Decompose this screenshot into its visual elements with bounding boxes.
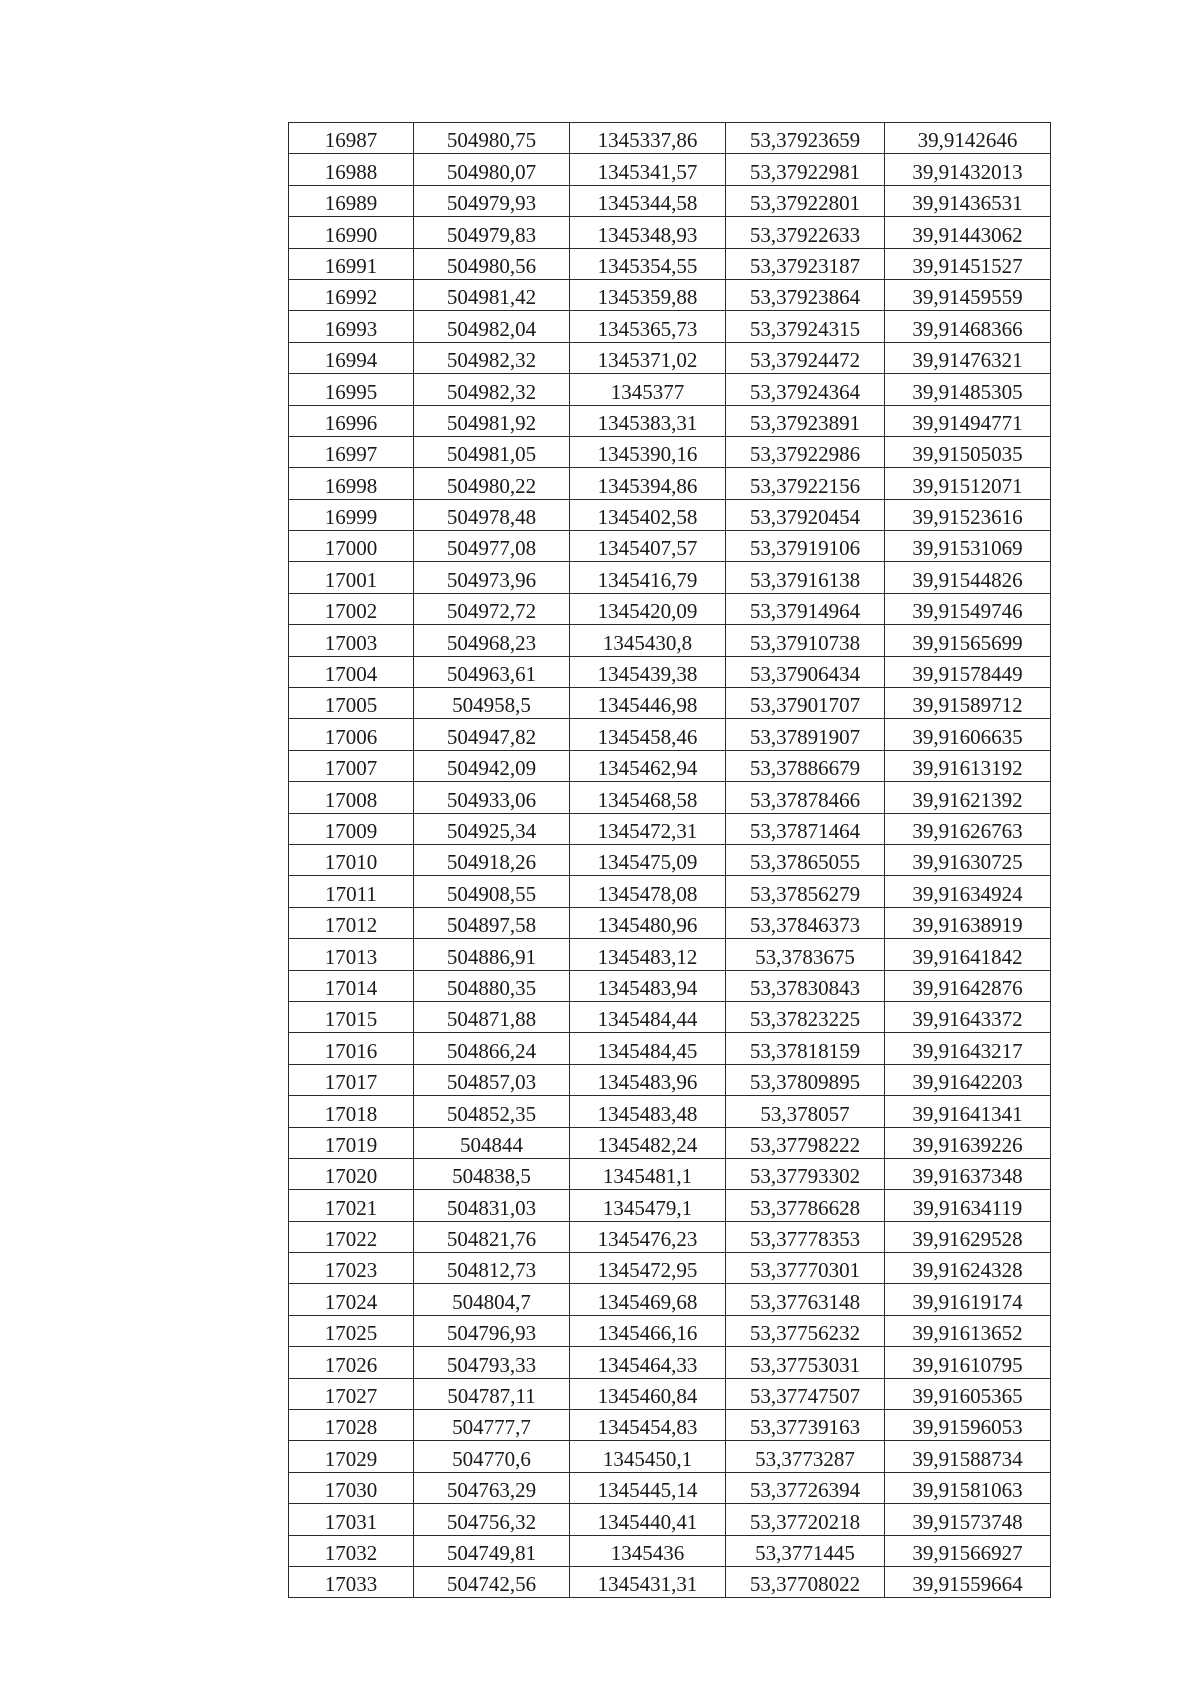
x-coordinate-cell: 504852,35 (414, 1096, 570, 1127)
point-number-cell: 17021 (289, 1190, 414, 1221)
x-coordinate-cell: 504982,32 (414, 374, 570, 405)
x-coordinate-cell: 504763,29 (414, 1472, 570, 1503)
point-number-cell: 17031 (289, 1504, 414, 1535)
point-number-cell: 16993 (289, 311, 414, 342)
y-coordinate-cell: 1345462,94 (570, 750, 726, 781)
point-number-cell: 17033 (289, 1566, 414, 1597)
y-coordinate-cell: 1345416,79 (570, 562, 726, 593)
point-number-cell: 16995 (289, 374, 414, 405)
x-coordinate-cell: 504982,04 (414, 311, 570, 342)
longitude-cell: 39,91639226 (885, 1127, 1051, 1158)
longitude-cell: 39,91641842 (885, 939, 1051, 970)
y-coordinate-cell: 1345420,09 (570, 593, 726, 624)
latitude-cell: 53,37830843 (726, 970, 885, 1001)
longitude-cell: 39,9142646 (885, 123, 1051, 154)
latitude-cell: 53,37906434 (726, 656, 885, 687)
point-number-cell: 17000 (289, 531, 414, 562)
y-coordinate-cell: 1345483,96 (570, 1064, 726, 1095)
y-coordinate-cell: 1345344,58 (570, 185, 726, 216)
table-row (289, 1001, 1051, 1032)
latitude-cell: 53,37720218 (726, 1504, 885, 1535)
x-coordinate-cell: 504947,82 (414, 719, 570, 750)
x-coordinate-cell: 504925,34 (414, 813, 570, 844)
longitude-cell: 39,91581063 (885, 1472, 1051, 1503)
point-number-cell: 17006 (289, 719, 414, 750)
x-coordinate-cell: 504742,56 (414, 1566, 570, 1597)
y-coordinate-cell: 1345481,1 (570, 1158, 726, 1189)
point-number-cell: 17017 (289, 1064, 414, 1095)
table-row (289, 688, 1051, 719)
y-coordinate-cell: 1345484,45 (570, 1033, 726, 1064)
x-coordinate-cell: 504980,75 (414, 123, 570, 154)
longitude-cell: 39,91566927 (885, 1535, 1051, 1566)
y-coordinate-cell: 1345436 (570, 1535, 726, 1566)
latitude-cell: 53,37865055 (726, 844, 885, 875)
point-number-cell: 17030 (289, 1472, 414, 1503)
latitude-cell: 53,37886679 (726, 750, 885, 781)
point-number-cell: 17029 (289, 1441, 414, 1472)
longitude-cell: 39,91578449 (885, 656, 1051, 687)
table-row (289, 844, 1051, 875)
x-coordinate-cell: 504908,55 (414, 876, 570, 907)
point-number-cell: 17032 (289, 1535, 414, 1566)
y-coordinate-cell: 1345337,86 (570, 123, 726, 154)
latitude-cell: 53,37923891 (726, 405, 885, 436)
y-coordinate-cell: 1345371,02 (570, 342, 726, 373)
table-row (289, 1410, 1051, 1441)
longitude-cell: 39,91436531 (885, 185, 1051, 216)
latitude-cell: 53,37823225 (726, 1001, 885, 1032)
longitude-cell: 39,91619174 (885, 1284, 1051, 1315)
longitude-cell: 39,91634924 (885, 876, 1051, 907)
longitude-cell: 39,91596053 (885, 1410, 1051, 1441)
point-number-cell: 17025 (289, 1315, 414, 1346)
longitude-cell: 39,91624328 (885, 1253, 1051, 1284)
longitude-cell: 39,91621392 (885, 782, 1051, 813)
latitude-cell: 53,37910738 (726, 625, 885, 656)
x-coordinate-cell: 504787,11 (414, 1378, 570, 1409)
point-number-cell: 17020 (289, 1158, 414, 1189)
latitude-cell: 53,37846373 (726, 907, 885, 938)
table-row (289, 876, 1051, 907)
longitude-cell: 39,91476321 (885, 342, 1051, 373)
x-coordinate-cell: 504793,33 (414, 1347, 570, 1378)
longitude-cell: 39,91610795 (885, 1347, 1051, 1378)
longitude-cell: 39,91485305 (885, 374, 1051, 405)
table-row (289, 436, 1051, 467)
latitude-cell: 53,37922981 (726, 154, 885, 185)
table-row (289, 907, 1051, 938)
latitude-cell: 53,37891907 (726, 719, 885, 750)
longitude-cell: 39,91613192 (885, 750, 1051, 781)
x-coordinate-cell: 504838,5 (414, 1158, 570, 1189)
point-number-cell: 17004 (289, 656, 414, 687)
x-coordinate-cell: 504866,24 (414, 1033, 570, 1064)
point-number-cell: 16990 (289, 217, 414, 248)
table-row (289, 1347, 1051, 1378)
x-coordinate-cell: 504979,83 (414, 217, 570, 248)
point-number-cell: 17024 (289, 1284, 414, 1315)
table-row (289, 782, 1051, 813)
longitude-cell: 39,91613652 (885, 1315, 1051, 1346)
table-row (289, 1127, 1051, 1158)
x-coordinate-cell: 504796,93 (414, 1315, 570, 1346)
table-row (289, 1315, 1051, 1346)
latitude-cell: 53,37923864 (726, 279, 885, 310)
x-coordinate-cell: 504897,58 (414, 907, 570, 938)
x-coordinate-cell: 504812,73 (414, 1253, 570, 1284)
latitude-cell: 53,37924315 (726, 311, 885, 342)
latitude-cell: 53,37922156 (726, 468, 885, 499)
longitude-cell: 39,91573748 (885, 1504, 1051, 1535)
table-row (289, 970, 1051, 1001)
y-coordinate-cell: 1345483,12 (570, 939, 726, 970)
point-number-cell: 17028 (289, 1410, 414, 1441)
longitude-cell: 39,91565699 (885, 625, 1051, 656)
point-number-cell: 17003 (289, 625, 414, 656)
x-coordinate-cell: 504977,08 (414, 531, 570, 562)
longitude-cell: 39,91605365 (885, 1378, 1051, 1409)
y-coordinate-cell: 1345383,31 (570, 405, 726, 436)
x-coordinate-cell: 504980,22 (414, 468, 570, 499)
latitude-cell: 53,37924364 (726, 374, 885, 405)
x-coordinate-cell: 504980,07 (414, 154, 570, 185)
table-row (289, 185, 1051, 216)
y-coordinate-cell: 1345476,23 (570, 1221, 726, 1252)
latitude-cell: 53,37726394 (726, 1472, 885, 1503)
longitude-cell: 39,91544826 (885, 562, 1051, 593)
y-coordinate-cell: 1345469,68 (570, 1284, 726, 1315)
latitude-cell: 53,37753031 (726, 1347, 885, 1378)
y-coordinate-cell: 1345466,16 (570, 1315, 726, 1346)
latitude-cell: 53,37878466 (726, 782, 885, 813)
longitude-cell: 39,91505035 (885, 436, 1051, 467)
y-coordinate-cell: 1345475,09 (570, 844, 726, 875)
longitude-cell: 39,91588734 (885, 1441, 1051, 1472)
latitude-cell: 53,37923659 (726, 123, 885, 154)
table-row (289, 1378, 1051, 1409)
table-row (289, 531, 1051, 562)
longitude-cell: 39,91641341 (885, 1096, 1051, 1127)
y-coordinate-cell: 1345359,88 (570, 279, 726, 310)
x-coordinate-cell: 504981,92 (414, 405, 570, 436)
table-row (289, 939, 1051, 970)
table-row (289, 1096, 1051, 1127)
x-coordinate-cell: 504958,5 (414, 688, 570, 719)
point-number-cell: 16994 (289, 342, 414, 373)
y-coordinate-cell: 1345407,57 (570, 531, 726, 562)
y-coordinate-cell: 1345472,31 (570, 813, 726, 844)
latitude-cell: 53,37770301 (726, 1253, 885, 1284)
latitude-cell: 53,3771445 (726, 1535, 885, 1566)
x-coordinate-cell: 504871,88 (414, 1001, 570, 1032)
table-row (289, 719, 1051, 750)
x-coordinate-cell: 504968,23 (414, 625, 570, 656)
point-number-cell: 17002 (289, 593, 414, 624)
longitude-cell: 39,91451527 (885, 248, 1051, 279)
table-row (289, 1566, 1051, 1597)
table-row (289, 1221, 1051, 1252)
y-coordinate-cell: 1345454,83 (570, 1410, 726, 1441)
latitude-cell: 53,3773287 (726, 1441, 885, 1472)
y-coordinate-cell: 1345341,57 (570, 154, 726, 185)
longitude-cell: 39,91638919 (885, 907, 1051, 938)
point-number-cell: 17026 (289, 1347, 414, 1378)
point-number-cell: 17013 (289, 939, 414, 970)
point-number-cell: 17018 (289, 1096, 414, 1127)
table-row (289, 154, 1051, 185)
table-row (289, 1158, 1051, 1189)
longitude-cell: 39,91432013 (885, 154, 1051, 185)
y-coordinate-cell: 1345483,94 (570, 970, 726, 1001)
point-number-cell: 17015 (289, 1001, 414, 1032)
longitude-cell: 39,91643217 (885, 1033, 1051, 1064)
longitude-cell: 39,91643372 (885, 1001, 1051, 1032)
x-coordinate-cell: 504918,26 (414, 844, 570, 875)
y-coordinate-cell: 1345377 (570, 374, 726, 405)
longitude-cell: 39,91589712 (885, 688, 1051, 719)
longitude-cell: 39,91634119 (885, 1190, 1051, 1221)
table-row (289, 342, 1051, 373)
y-coordinate-cell: 1345479,1 (570, 1190, 726, 1221)
point-number-cell: 16989 (289, 185, 414, 216)
y-coordinate-cell: 1345478,08 (570, 876, 726, 907)
table-row (289, 1064, 1051, 1095)
latitude-cell: 53,37922633 (726, 217, 885, 248)
y-coordinate-cell: 1345439,38 (570, 656, 726, 687)
table-row (289, 1253, 1051, 1284)
latitude-cell: 53,37871464 (726, 813, 885, 844)
x-coordinate-cell: 504749,81 (414, 1535, 570, 1566)
x-coordinate-cell: 504777,7 (414, 1410, 570, 1441)
latitude-cell: 53,3783675 (726, 939, 885, 970)
longitude-cell: 39,91531069 (885, 531, 1051, 562)
x-coordinate-cell: 504857,03 (414, 1064, 570, 1095)
longitude-cell: 39,91642876 (885, 970, 1051, 1001)
x-coordinate-cell: 504979,93 (414, 185, 570, 216)
table-row (289, 123, 1051, 154)
x-coordinate-cell: 504886,91 (414, 939, 570, 970)
point-number-cell: 16992 (289, 279, 414, 310)
table-row (289, 625, 1051, 656)
x-coordinate-cell: 504972,72 (414, 593, 570, 624)
y-coordinate-cell: 1345483,48 (570, 1096, 726, 1127)
latitude-cell: 53,37922986 (726, 436, 885, 467)
table-row (289, 279, 1051, 310)
latitude-cell: 53,37916138 (726, 562, 885, 593)
table-row (289, 499, 1051, 530)
latitude-cell: 53,37763148 (726, 1284, 885, 1315)
point-number-cell: 16987 (289, 123, 414, 154)
table-row (289, 374, 1051, 405)
y-coordinate-cell: 1345480,96 (570, 907, 726, 938)
latitude-cell: 53,37923187 (726, 248, 885, 279)
point-number-cell: 16988 (289, 154, 414, 185)
point-number-cell: 16999 (289, 499, 414, 530)
y-coordinate-cell: 1345468,58 (570, 782, 726, 813)
latitude-cell: 53,37856279 (726, 876, 885, 907)
longitude-cell: 39,91523616 (885, 499, 1051, 530)
y-coordinate-cell: 1345431,31 (570, 1566, 726, 1597)
y-coordinate-cell: 1345464,33 (570, 1347, 726, 1378)
table-row (289, 248, 1051, 279)
table-row (289, 750, 1051, 781)
latitude-cell: 53,37756232 (726, 1315, 885, 1346)
x-coordinate-cell: 504770,6 (414, 1441, 570, 1472)
y-coordinate-cell: 1345445,14 (570, 1472, 726, 1503)
longitude-cell: 39,91629528 (885, 1221, 1051, 1252)
table-row (289, 405, 1051, 436)
y-coordinate-cell: 1345484,44 (570, 1001, 726, 1032)
y-coordinate-cell: 1345450,1 (570, 1441, 726, 1472)
point-number-cell: 17022 (289, 1221, 414, 1252)
table-row (289, 217, 1051, 248)
latitude-cell: 53,37739163 (726, 1410, 885, 1441)
point-number-cell: 17016 (289, 1033, 414, 1064)
latitude-cell: 53,37786628 (726, 1190, 885, 1221)
x-coordinate-cell: 504831,03 (414, 1190, 570, 1221)
latitude-cell: 53,37778353 (726, 1221, 885, 1252)
point-number-cell: 17010 (289, 844, 414, 875)
longitude-cell: 39,91606635 (885, 719, 1051, 750)
latitude-cell: 53,37798222 (726, 1127, 885, 1158)
table-row (289, 1535, 1051, 1566)
y-coordinate-cell: 1345348,93 (570, 217, 726, 248)
y-coordinate-cell: 1345390,16 (570, 436, 726, 467)
longitude-cell: 39,91512071 (885, 468, 1051, 499)
x-coordinate-cell: 504880,35 (414, 970, 570, 1001)
table-row (289, 1033, 1051, 1064)
table-row (289, 468, 1051, 499)
y-coordinate-cell: 1345402,58 (570, 499, 726, 530)
longitude-cell: 39,91637348 (885, 1158, 1051, 1189)
point-number-cell: 17014 (289, 970, 414, 1001)
point-number-cell: 16997 (289, 436, 414, 467)
y-coordinate-cell: 1345472,95 (570, 1253, 726, 1284)
table-row (289, 311, 1051, 342)
coordinates-table (288, 122, 1051, 1598)
point-number-cell: 17019 (289, 1127, 414, 1158)
point-number-cell: 17023 (289, 1253, 414, 1284)
point-number-cell: 16991 (289, 248, 414, 279)
longitude-cell: 39,91468366 (885, 311, 1051, 342)
longitude-cell: 39,91459559 (885, 279, 1051, 310)
y-coordinate-cell: 1345446,98 (570, 688, 726, 719)
table-row (289, 656, 1051, 687)
latitude-cell: 53,37914964 (726, 593, 885, 624)
y-coordinate-cell: 1345430,8 (570, 625, 726, 656)
latitude-cell: 53,37920454 (726, 499, 885, 530)
table-row (289, 1190, 1051, 1221)
point-number-cell: 17011 (289, 876, 414, 907)
x-coordinate-cell: 504756,32 (414, 1504, 570, 1535)
point-number-cell: 17012 (289, 907, 414, 938)
y-coordinate-cell: 1345365,73 (570, 311, 726, 342)
x-coordinate-cell: 504981,05 (414, 436, 570, 467)
y-coordinate-cell: 1345394,86 (570, 468, 726, 499)
latitude-cell: 53,37793302 (726, 1158, 885, 1189)
y-coordinate-cell: 1345482,24 (570, 1127, 726, 1158)
x-coordinate-cell: 504980,56 (414, 248, 570, 279)
table-row (289, 1441, 1051, 1472)
longitude-cell: 39,91549746 (885, 593, 1051, 624)
table-row (289, 1284, 1051, 1315)
point-number-cell: 17007 (289, 750, 414, 781)
x-coordinate-cell: 504981,42 (414, 279, 570, 310)
y-coordinate-cell: 1345440,41 (570, 1504, 726, 1535)
longitude-cell: 39,91642203 (885, 1064, 1051, 1095)
longitude-cell: 39,91494771 (885, 405, 1051, 436)
table-row (289, 1472, 1051, 1503)
point-number-cell: 17005 (289, 688, 414, 719)
latitude-cell: 53,37901707 (726, 688, 885, 719)
latitude-cell: 53,37747507 (726, 1378, 885, 1409)
longitude-cell: 39,91630725 (885, 844, 1051, 875)
latitude-cell: 53,37919106 (726, 531, 885, 562)
x-coordinate-cell: 504821,76 (414, 1221, 570, 1252)
latitude-cell: 53,37818159 (726, 1033, 885, 1064)
longitude-cell: 39,91626763 (885, 813, 1051, 844)
table-row (289, 562, 1051, 593)
table-row (289, 813, 1051, 844)
latitude-cell: 53,37809895 (726, 1064, 885, 1095)
x-coordinate-cell: 504978,48 (414, 499, 570, 530)
x-coordinate-cell: 504973,96 (414, 562, 570, 593)
table-row (289, 593, 1051, 624)
x-coordinate-cell: 504942,09 (414, 750, 570, 781)
x-coordinate-cell: 504804,7 (414, 1284, 570, 1315)
latitude-cell: 53,37924472 (726, 342, 885, 373)
y-coordinate-cell: 1345458,46 (570, 719, 726, 750)
point-number-cell: 17009 (289, 813, 414, 844)
y-coordinate-cell: 1345354,55 (570, 248, 726, 279)
point-number-cell: 16998 (289, 468, 414, 499)
x-coordinate-cell: 504982,32 (414, 342, 570, 373)
latitude-cell: 53,378057 (726, 1096, 885, 1127)
point-number-cell: 16996 (289, 405, 414, 436)
latitude-cell: 53,37922801 (726, 185, 885, 216)
x-coordinate-cell: 504963,61 (414, 656, 570, 687)
longitude-cell: 39,91559664 (885, 1566, 1051, 1597)
coordinates-table-body (289, 123, 1051, 1598)
y-coordinate-cell: 1345460,84 (570, 1378, 726, 1409)
point-number-cell: 17008 (289, 782, 414, 813)
point-number-cell: 17027 (289, 1378, 414, 1409)
longitude-cell: 39,91443062 (885, 217, 1051, 248)
table-row (289, 1504, 1051, 1535)
x-coordinate-cell: 504844 (414, 1127, 570, 1158)
latitude-cell: 53,37708022 (726, 1566, 885, 1597)
x-coordinate-cell: 504933,06 (414, 782, 570, 813)
point-number-cell: 17001 (289, 562, 414, 593)
